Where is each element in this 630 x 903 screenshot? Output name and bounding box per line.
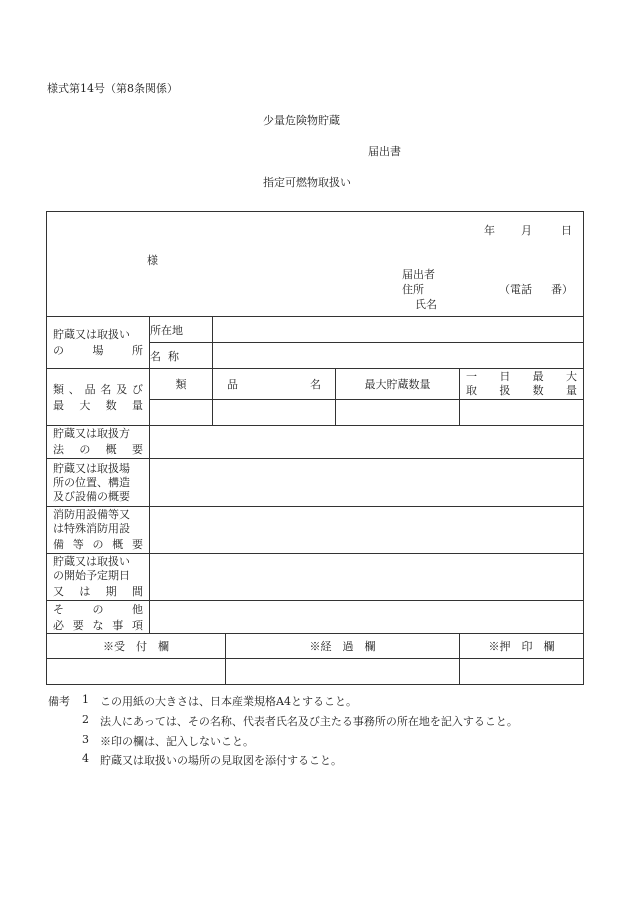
month-label: 月 <box>521 224 532 238</box>
day-label: 日 <box>561 224 572 238</box>
seal-field <box>460 658 584 684</box>
notifier-label: 届出者 <box>402 268 435 282</box>
phone-open-label: （電話 <box>499 283 532 297</box>
note-num: 2 <box>82 713 89 726</box>
structure-field[interactable] <box>150 459 584 506</box>
facility-name-field[interactable] <box>213 343 584 369</box>
phone-close-label: 番） <box>551 283 573 297</box>
title-line2: 届出書 <box>368 145 401 158</box>
types-label-top: 類 、 品 名 及 び <box>53 383 143 397</box>
types-label-cell <box>47 369 150 426</box>
method-field[interactable] <box>150 426 584 459</box>
progress-field <box>226 658 460 684</box>
note-text: 法人にあっては、その名称、代表者氏名及び主たる事務所の所在地を記入すること。 <box>100 715 518 728</box>
place-label-top: 貯蔵又は取扱い <box>53 327 130 341</box>
place-label-cell <box>47 317 150 369</box>
reception-header: ※受 付 欄 <box>47 633 226 658</box>
reception-field <box>47 658 226 684</box>
note-num: 1 <box>82 693 89 706</box>
facility-name-label: 名 称 <box>150 343 213 369</box>
note-num: 3 <box>82 733 89 746</box>
notes-label: 備考 <box>48 695 70 708</box>
col-name-header: 品 名 <box>213 369 336 400</box>
title-line3: 指定可燃物取扱い <box>263 176 351 189</box>
place-label-bottom: の 場 所 <box>53 343 143 357</box>
other-label-cell: そ の 他 必 要 な 事 項 <box>47 600 150 633</box>
period-label-cell: 貯蔵又は取扱い の開始予定期日 又 は 期 間 <box>47 553 150 600</box>
method-label-cell: 貯蔵又は取扱方 法 の 概 要 <box>47 426 150 459</box>
header-block <box>47 212 584 317</box>
fire-equipment-label-cell: 消防用設備等又 は特殊消防用設 備 等 の 概 要 <box>47 506 150 553</box>
structure-label-cell: 貯蔵又は取扱場 所の位置、構造 及び設備の概要 <box>47 459 150 506</box>
period-field[interactable] <box>150 553 584 600</box>
col-max-storage-header: 最大貯蔵数量 <box>336 369 460 400</box>
address-label: 住所 <box>402 283 424 297</box>
name-label: 氏名 <box>415 298 437 312</box>
product-name-field[interactable] <box>213 400 336 426</box>
seal-header: ※押 印 欄 <box>460 633 584 658</box>
year-label: 年 <box>484 224 495 238</box>
note-text: ※印の欄は、記入しないこと。 <box>100 735 254 748</box>
note-text: 貯蔵又は取扱いの場所の見取図を添付すること。 <box>100 754 342 767</box>
other-field[interactable] <box>150 600 584 633</box>
location-label: 所在地 <box>150 317 213 343</box>
notification-form-table <box>46 211 584 685</box>
daily-max-field[interactable] <box>460 400 584 426</box>
title-line1: 少量危険物貯蔵 <box>263 114 340 127</box>
col-daily-max-header: 一 日 最 大 取 扱 数 量 <box>460 369 584 400</box>
form-number: 様式第14号（第8条関係） <box>47 82 178 95</box>
progress-header: ※経 過 欄 <box>226 633 460 658</box>
location-field[interactable] <box>213 317 584 343</box>
col-type-header: 類 <box>150 369 213 400</box>
note-num: 4 <box>82 752 89 765</box>
types-label-bottom: 最 大 数 量 <box>53 399 143 413</box>
addressee-label: 様 <box>147 254 158 268</box>
type-field[interactable] <box>150 400 213 426</box>
fire-equipment-field[interactable] <box>150 506 584 553</box>
max-storage-field[interactable] <box>336 400 460 426</box>
note-text: この用紙の大きさは、日本産業規格A4とすること。 <box>100 695 357 708</box>
